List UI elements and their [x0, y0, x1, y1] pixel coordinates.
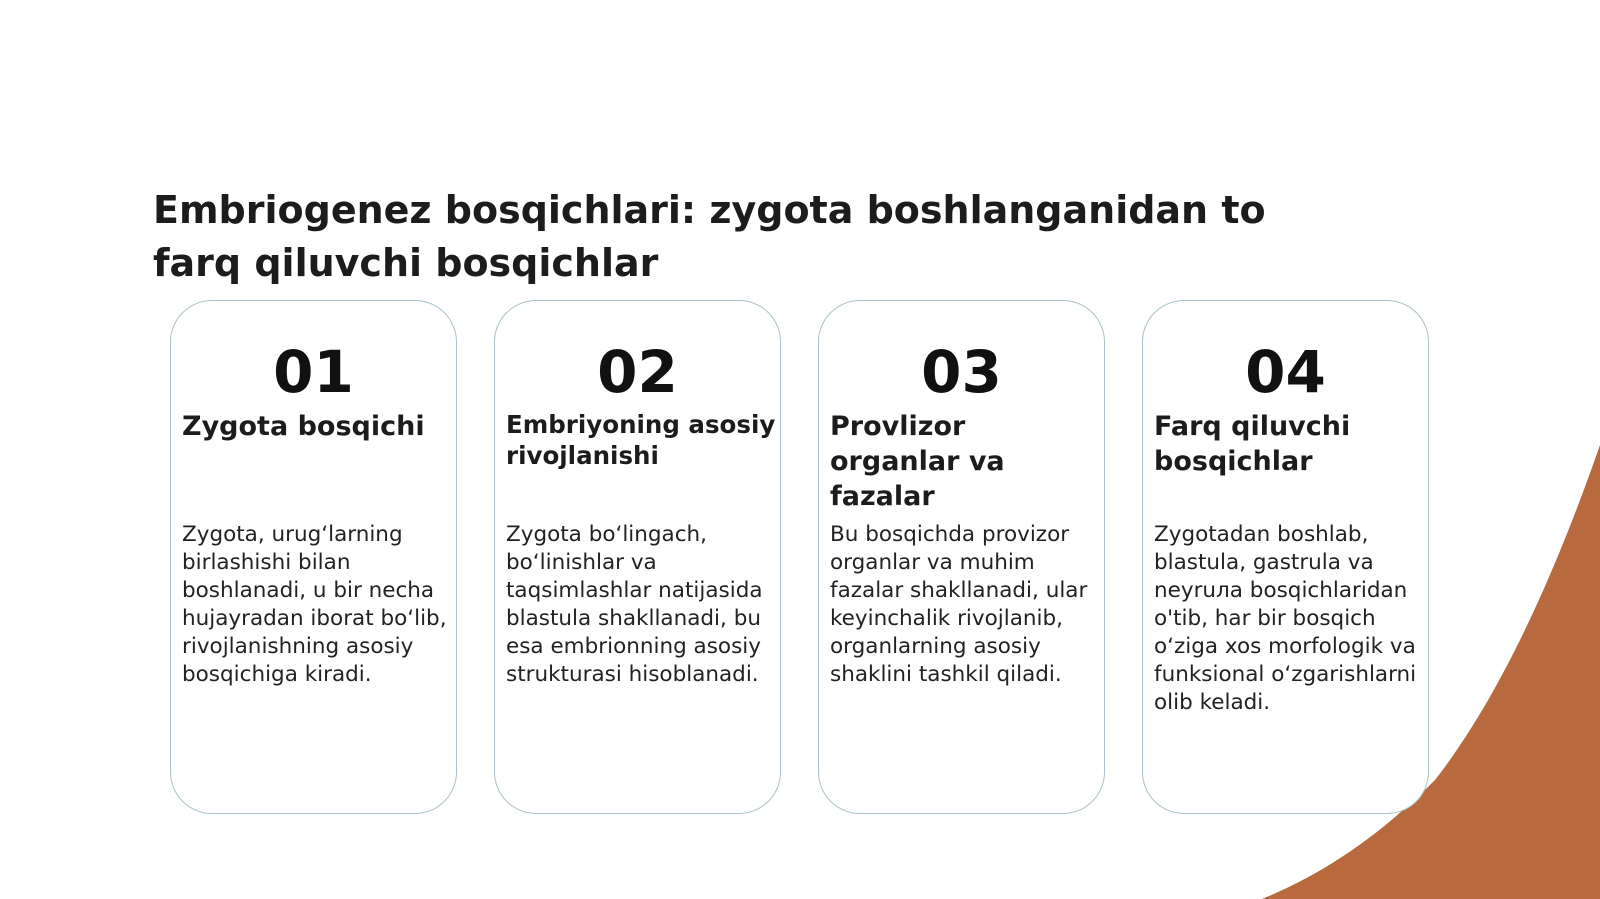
stage-card-3	[818, 300, 1105, 814]
card-number: 03	[921, 338, 1002, 406]
card-number: 04	[1245, 338, 1326, 406]
card-description: Zygota bo‘lingach, bo‘linishlar va taqsimlashlar natijasida blastula shakllanadi, bu esa embrionning asosiy strukturasi hisoblanadi.	[506, 522, 763, 687]
stage-card-4	[1142, 300, 1429, 814]
card-description: Bu bosqichda provizor organlar va muhim fazalar shakllanadi, ular keyinchalik rivojlanib, organlarning asosiy shaklini tashkil qiladi.	[830, 522, 1088, 687]
card-number: 02	[597, 338, 678, 406]
card-heading: Provlizor organlar va fazalar	[830, 411, 1005, 512]
card-description: Zygotadan boshlab, blastula, gastrula va neyruлa bosqichlaridan o'tib, har bir bosqich o‘ziga xos morfologik va funksional o‘zgarishlarni olib keladi.	[1154, 522, 1417, 715]
card-heading: Embriyoning asosiy rivojlanishi	[506, 410, 776, 470]
card-heading: Zygota bosqichi	[182, 411, 425, 442]
card-heading: Farq qiluvchi bosqichlar	[1154, 411, 1351, 477]
card-number: 01	[273, 338, 354, 406]
card-description: Zygota, urug‘larning birlashishi bilan boshlanadi, u bir necha hujayradan iborat bo‘lib, rivojlanishning asosiy bosqichiga kiradi.	[182, 522, 447, 687]
slide-title: Embriogenez bosqichlari: zygota boshlanganidan to farq qiluvchi bosqichlar	[153, 188, 1266, 285]
stage-card-1	[170, 300, 457, 814]
stage-card-2	[494, 300, 781, 814]
